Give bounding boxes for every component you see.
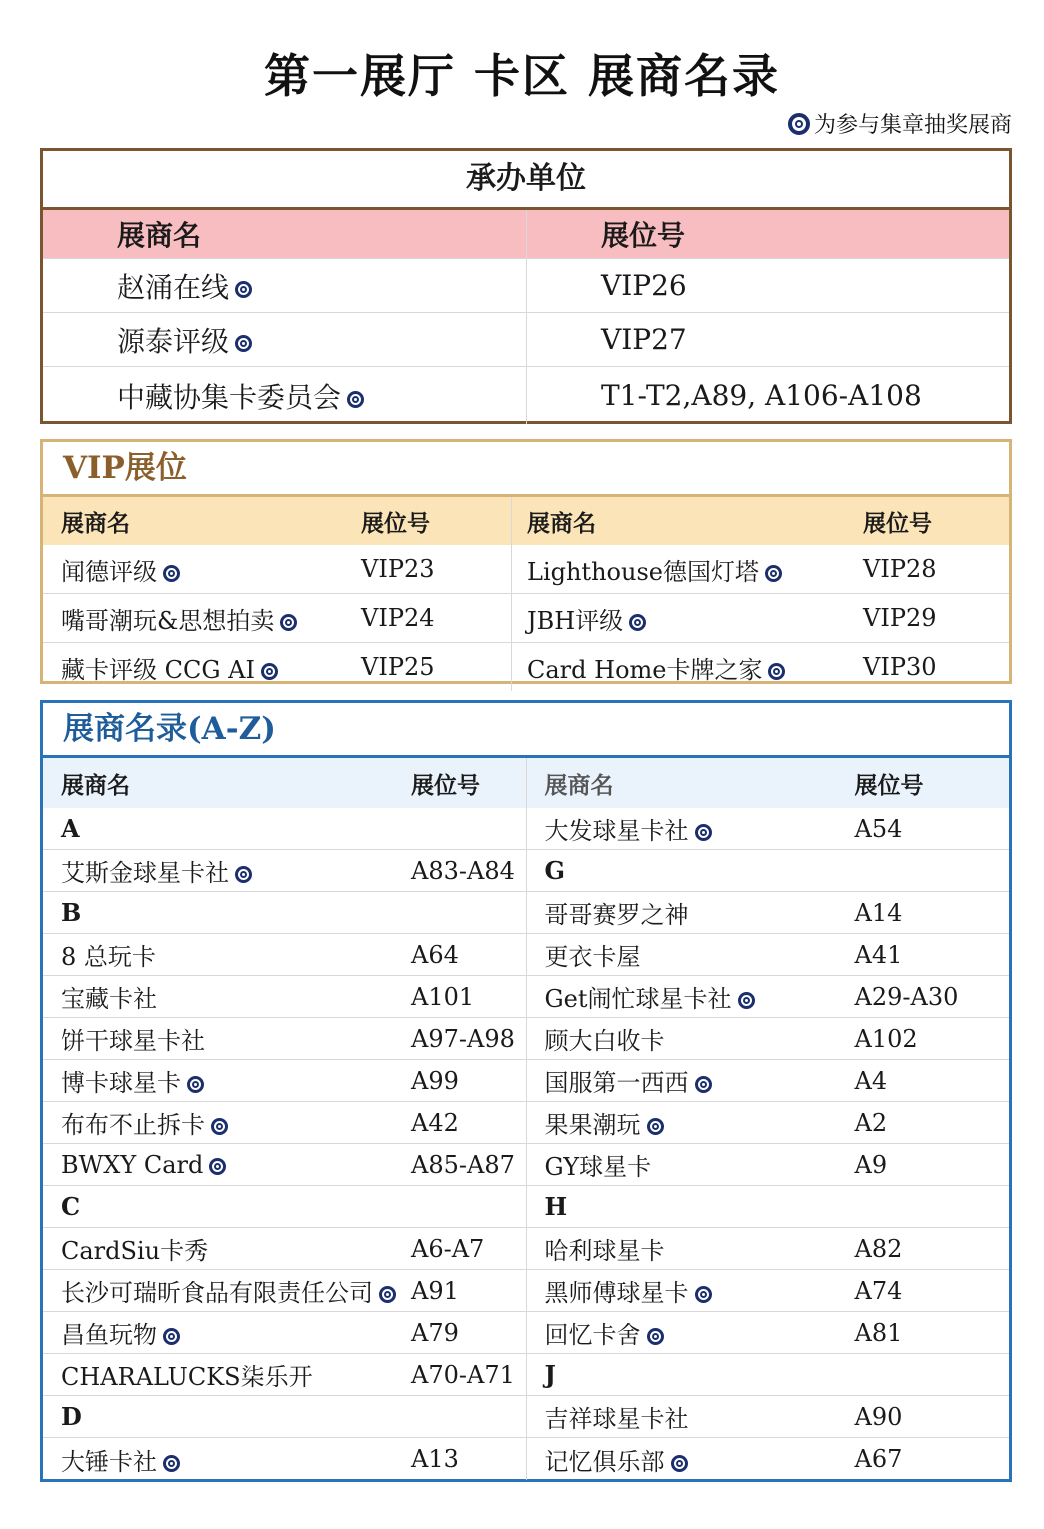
list-item <box>527 1396 1010 1438</box>
list-item <box>43 1312 526 1354</box>
booth-cell: A81 <box>854 1318 903 1347</box>
exhibitor-name: 吉祥球星卡社 <box>544 1405 689 1433</box>
page-title: 第一展厅 卡区 展商名录 <box>263 49 781 103</box>
exhibitor-cell <box>43 937 411 972</box>
organizer-heading: 承办单位 <box>43 151 1009 210</box>
list-item <box>43 1228 526 1270</box>
exhibitor-name: JBH评级 <box>527 606 624 635</box>
lottery-mark-icon <box>280 614 297 631</box>
exhibitor-name: CardSiu卡秀 <box>61 1237 209 1265</box>
booth-cell: A70-A71 <box>411 1360 515 1389</box>
lottery-mark-icon <box>647 1118 664 1135</box>
lottery-mark-icon <box>211 1118 228 1135</box>
exhibitor-cell <box>43 643 360 692</box>
list-item <box>43 1060 526 1102</box>
lottery-mark-icon <box>187 1076 204 1093</box>
letter-heading: G <box>544 856 565 885</box>
booth-cell: VIP25 <box>361 653 435 681</box>
exhibitor-cell <box>512 545 863 594</box>
booth-cell: A91 <box>411 1276 459 1305</box>
exhibitor-cell <box>527 1273 855 1308</box>
exhibitor-name: 嘴哥潮玩&思想拍卖 <box>61 606 275 635</box>
letter-heading: D <box>61 1402 82 1431</box>
directory-left-column <box>43 758 526 1480</box>
directory-header-row <box>43 758 526 808</box>
exhibitor-name: 记忆俱乐部 <box>544 1447 665 1476</box>
exhibitor-cell <box>43 1021 411 1056</box>
exhibitor-cell <box>43 259 527 313</box>
exhibitor-cell <box>527 1147 855 1182</box>
table-row <box>43 594 1009 643</box>
exhibitor-name: 大发球星卡社 <box>544 817 689 845</box>
lottery-mark-icon <box>235 866 252 883</box>
exhibitor-name: Get闹忙球星卡社 <box>544 985 732 1013</box>
exhibitor-name: 哈利球星卡 <box>544 1237 665 1265</box>
lottery-mark-icon <box>629 614 646 631</box>
exhibitor-cell <box>43 1151 411 1179</box>
booth-cell: A99 <box>411 1066 459 1095</box>
letter-row <box>527 850 1010 892</box>
list-item <box>43 1018 526 1060</box>
exhibitor-cell <box>43 367 527 425</box>
exhibitor-name: 赵涌在线 <box>117 270 230 304</box>
list-item <box>43 1438 526 1480</box>
table-row <box>43 643 1009 692</box>
exhibitor-name: 闻德评级 <box>61 557 157 586</box>
list-item <box>43 934 526 976</box>
directory-col-name: 展商名 <box>544 771 614 799</box>
list-item <box>43 976 526 1018</box>
lottery-mark-icon <box>379 1286 396 1303</box>
booth-cell: T1-T2,A89, A106-A108 <box>601 379 922 412</box>
list-item <box>527 1270 1010 1312</box>
lottery-mark-icon <box>261 663 278 680</box>
booth-cell: VIP26 <box>527 259 1010 313</box>
exhibitor-cell <box>43 1063 411 1098</box>
lottery-mark-icon <box>647 1328 664 1345</box>
directory-heading: 展商名录(A-Z) <box>43 703 1009 758</box>
exhibitor-name: 黑师傅球星卡 <box>544 1279 689 1307</box>
legend <box>788 108 1012 139</box>
exhibitor-name: 布布不止拆卡 <box>61 1111 205 1139</box>
exhibitor-name: 国服第一西西 <box>544 1069 689 1097</box>
vip-col-booth-left: 展位号 <box>360 497 512 545</box>
exhibitor-name: 哥哥赛罗之神 <box>544 901 689 929</box>
booth-cell: VIP27 <box>527 313 1010 367</box>
booth-cell: A54 <box>854 814 903 843</box>
exhibitor-cell <box>527 937 855 972</box>
booth-cell: A67 <box>854 1445 903 1473</box>
list-item <box>527 1228 1010 1270</box>
lottery-mark-icon <box>695 1076 712 1093</box>
exhibitor-name: Lighthouse德国灯塔 <box>527 557 759 586</box>
exhibitor-cell <box>527 811 855 846</box>
list-item <box>527 1060 1010 1102</box>
list-item <box>527 892 1010 934</box>
booth-cell: VIP30 <box>863 653 937 681</box>
organizer-col-name: 展商名 <box>43 210 527 259</box>
lottery-mark-icon <box>163 1455 180 1472</box>
exhibitor-cell <box>512 643 863 692</box>
letter-row <box>527 1186 1010 1228</box>
booth-cell: VIP29 <box>862 594 1009 643</box>
legend-text: 为参与集章抽奖展商 <box>813 113 1012 138</box>
exhibitor-name: 博卡球星卡 <box>61 1069 181 1097</box>
exhibitor-cell <box>527 1442 855 1477</box>
exhibitor-cell <box>527 895 855 930</box>
exhibitor-name: CHARALUCKS柒乐开 <box>61 1363 313 1391</box>
exhibitor-cell <box>43 1231 411 1266</box>
exhibitor-cell <box>43 1315 411 1350</box>
organizer-section <box>40 148 1012 424</box>
exhibitor-cell <box>527 1105 855 1140</box>
lottery-mark-icon <box>209 1158 226 1175</box>
lottery-mark-icon <box>163 565 180 582</box>
exhibitor-name: Card Home卡牌之家 <box>527 655 763 684</box>
exhibitor-cell <box>43 853 411 888</box>
booth-cell: A90 <box>854 1402 903 1431</box>
exhibitor-name: 8 总玩卡 <box>61 943 156 971</box>
list-item <box>43 1354 526 1396</box>
list-item <box>527 976 1010 1018</box>
vip-col-booth-right: 展位号 <box>862 497 1009 545</box>
exhibitor-cell <box>527 1399 855 1434</box>
exhibitor-cell <box>43 1357 411 1392</box>
booth-cell: A6-A7 <box>411 1234 485 1263</box>
exhibitor-cell <box>527 1063 855 1098</box>
booth-cell: A29-A30 <box>854 982 959 1011</box>
exhibitor-cell <box>527 1231 855 1266</box>
vip-heading: VIP展位 <box>43 442 1009 497</box>
letter-row <box>527 1354 1010 1396</box>
exhibitor-name: 源泰评级 <box>117 324 230 358</box>
exhibitor-cell <box>43 594 360 643</box>
lottery-mark-icon <box>347 391 364 408</box>
list-item <box>43 1144 526 1186</box>
letter-heading: J <box>544 1360 556 1389</box>
exhibitor-cell <box>512 594 863 643</box>
directory-header-row <box>527 758 1010 808</box>
directory-col-booth: 展位号 <box>854 771 924 799</box>
exhibitor-name: 更衣卡屋 <box>544 943 641 971</box>
vip-col-name-left: 展商名 <box>43 497 360 545</box>
booth-cell: A79 <box>411 1318 459 1347</box>
vip-section <box>40 439 1012 684</box>
exhibitor-cell <box>43 1105 411 1140</box>
booth-cell: A14 <box>854 898 903 927</box>
table-row <box>43 259 1009 313</box>
table-row <box>43 367 1009 425</box>
booth-cell: A2 <box>854 1108 888 1137</box>
exhibitor-name: 大锤卡社 <box>61 1447 157 1476</box>
letter-row <box>43 1186 526 1228</box>
lottery-mark-icon <box>788 113 810 135</box>
booth-cell: VIP23 <box>360 545 512 594</box>
exhibitor-cell <box>43 313 527 367</box>
lottery-mark-icon <box>765 565 782 582</box>
letter-heading: A <box>61 814 80 843</box>
booth-cell: A85-A87 <box>411 1150 515 1179</box>
lottery-mark-icon <box>671 1455 688 1472</box>
list-item <box>527 1144 1010 1186</box>
letter-row <box>43 1396 526 1438</box>
booth-cell: A83-A84 <box>411 856 515 885</box>
letter-heading: C <box>61 1192 81 1221</box>
exhibitor-cell <box>527 979 855 1014</box>
directory-section <box>40 700 1012 1482</box>
booth-cell: A97-A98 <box>411 1024 515 1053</box>
exhibitor-cell <box>527 1021 855 1056</box>
organizer-col-booth: 展位号 <box>527 210 1010 259</box>
booth-cell: A4 <box>854 1066 888 1095</box>
list-item <box>527 1102 1010 1144</box>
booth-cell: VIP28 <box>862 545 1009 594</box>
exhibitor-name: 回忆卡舍 <box>544 1321 641 1349</box>
letter-row <box>43 808 526 850</box>
exhibitor-cell <box>527 1315 855 1350</box>
lottery-mark-icon <box>235 281 252 298</box>
booth-cell: A42 <box>411 1108 459 1137</box>
list-item <box>43 1102 526 1144</box>
list-item <box>43 850 526 892</box>
vip-table <box>43 497 1009 691</box>
lottery-mark-icon <box>695 824 712 841</box>
exhibitor-name: 中藏协集卡委员会 <box>117 380 342 414</box>
exhibitor-name: 艾斯金球星卡社 <box>61 859 229 887</box>
directory-col-booth: 展位号 <box>411 771 480 799</box>
booth-cell: A9 <box>854 1150 888 1179</box>
exhibitor-name: 昌鱼玩物 <box>61 1321 157 1349</box>
exhibitor-cell <box>43 1442 411 1477</box>
booth-cell: A41 <box>854 940 903 969</box>
list-item <box>527 808 1010 850</box>
directory-right-column <box>526 758 1010 1480</box>
lottery-mark-icon <box>163 1328 180 1345</box>
lottery-mark-icon <box>235 335 252 352</box>
list-item <box>43 1270 526 1312</box>
lottery-mark-icon <box>738 992 755 1009</box>
list-item <box>527 1312 1010 1354</box>
list-item <box>527 1438 1010 1480</box>
letter-row <box>43 892 526 934</box>
exhibitor-name: 长沙可瑞昕食品有限责任公司 <box>61 1279 373 1307</box>
table-row <box>43 313 1009 367</box>
organizer-table <box>43 210 1009 424</box>
exhibitor-name: GY球星卡 <box>544 1153 652 1181</box>
lottery-mark-icon <box>695 1286 712 1303</box>
booth-cell: VIP24 <box>360 594 512 643</box>
list-item <box>527 1018 1010 1060</box>
booth-cell: A82 <box>854 1234 903 1263</box>
booth-cell: A64 <box>411 940 459 969</box>
exhibitor-name: 顾大白收卡 <box>544 1027 665 1055</box>
directory-col-name: 展商名 <box>61 771 130 799</box>
list-item <box>527 934 1010 976</box>
lottery-mark-icon <box>768 663 785 680</box>
exhibitor-name: 宝藏卡社 <box>61 985 157 1013</box>
booth-cell: A101 <box>411 982 475 1011</box>
letter-heading: H <box>544 1192 568 1221</box>
exhibitor-name: BWXY Card <box>61 1150 204 1179</box>
booth-cell: A102 <box>854 1024 918 1053</box>
exhibitor-name: 藏卡评级 CCG AI <box>61 655 255 684</box>
booth-cell: A74 <box>854 1276 903 1305</box>
exhibitor-cell <box>43 979 411 1014</box>
vip-col-name-right: 展商名 <box>512 497 863 545</box>
exhibitor-name: 饼干球星卡社 <box>61 1027 205 1055</box>
exhibitor-cell <box>43 545 360 594</box>
table-row <box>43 545 1009 594</box>
letter-heading: B <box>61 898 82 927</box>
booth-cell: A13 <box>411 1445 459 1473</box>
exhibitor-name: 果果潮玩 <box>544 1111 641 1139</box>
exhibitor-cell <box>43 1273 411 1308</box>
